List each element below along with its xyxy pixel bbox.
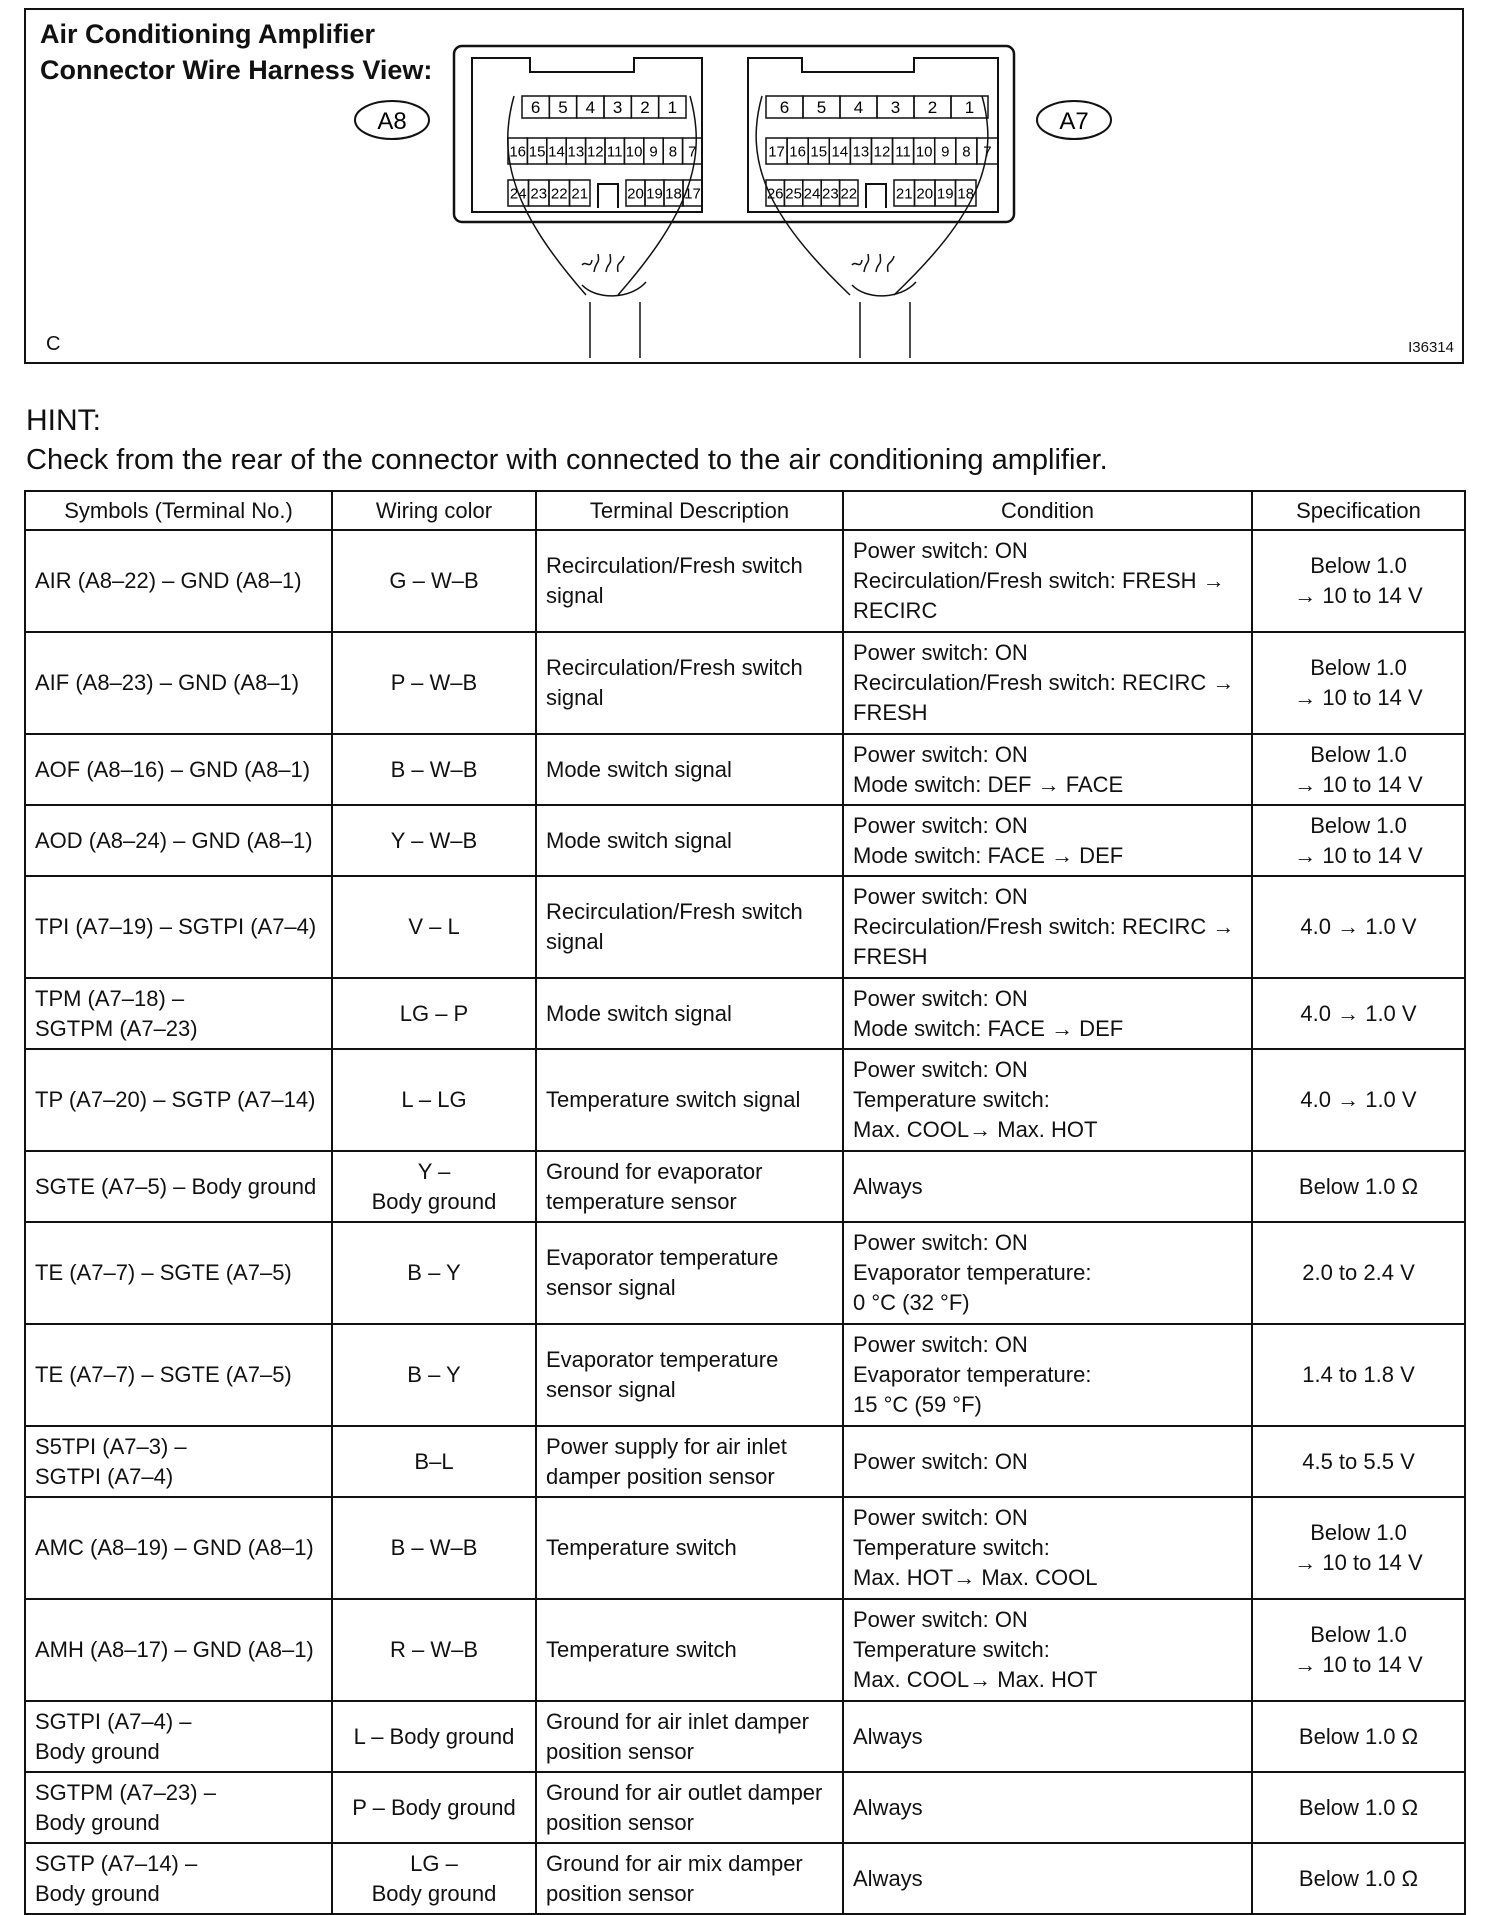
table-header-row bbox=[25, 491, 1465, 530]
a7-terminal-number: 14 bbox=[831, 143, 849, 161]
cell-description: Ground for air mix damper position sensor bbox=[536, 1843, 843, 1914]
cell-symbol: SGTP (A7–14) – Body ground bbox=[25, 1843, 332, 1914]
cell-description: Mode switch signal bbox=[536, 734, 843, 805]
cell-symbol: TP (A7–20) – SGTP (A7–14) bbox=[25, 1049, 332, 1151]
cell-description: Recirculation/Fresh switch signal bbox=[536, 876, 843, 978]
connector-diagram bbox=[26, 10, 1462, 362]
a8-terminal-number: 24 bbox=[509, 185, 527, 203]
a7-terminal-number: 18 bbox=[957, 185, 975, 203]
cell-condition: Always bbox=[843, 1843, 1252, 1914]
header-wiring-color: Wiring color bbox=[332, 491, 536, 530]
a7-terminal-number: 25 bbox=[785, 185, 802, 203]
figure-corner-label: C bbox=[46, 333, 61, 355]
cell-description: Evaporator temperature sensor signal bbox=[536, 1222, 843, 1324]
a8-terminal-number: 5 bbox=[558, 98, 568, 118]
cell-spec: Below 1.0 Ω bbox=[1252, 1701, 1465, 1772]
a7-terminal-number: 21 bbox=[895, 185, 913, 203]
cell-description: Recirculation/Fresh switch signal bbox=[536, 530, 843, 632]
cell-spec: Below 1.0 → 10 to 14 V bbox=[1252, 805, 1465, 876]
a7-terminal-number: 11 bbox=[895, 143, 911, 161]
cell-wiring: LG – P bbox=[332, 978, 536, 1049]
cell-condition: Always bbox=[843, 1772, 1252, 1843]
cell-description: Temperature switch bbox=[536, 1497, 843, 1599]
a8-terminal-number: 21 bbox=[571, 185, 589, 203]
cell-spec: Below 1.0 Ω bbox=[1252, 1843, 1465, 1914]
a8-terminal-number: 13 bbox=[567, 143, 585, 161]
cell-symbol: S5TPI (A7–3) – SGTPI (A7–4) bbox=[25, 1426, 332, 1497]
cell-description: Mode switch signal bbox=[536, 978, 843, 1049]
a8-terminal-number: 15 bbox=[528, 143, 546, 161]
a8-terminal-number: 7 bbox=[688, 143, 697, 161]
cell-symbol: SGTE (A7–5) – Body ground bbox=[25, 1151, 332, 1222]
cell-spec: Below 1.0 Ω bbox=[1252, 1772, 1465, 1843]
a8-terminal-number: 8 bbox=[668, 143, 678, 161]
cell-condition: Power switch: ON Evaporator temperature: 15 °C (59 °F) bbox=[843, 1324, 1252, 1426]
a8-terminal-number: 20 bbox=[627, 185, 644, 203]
table-row bbox=[25, 1222, 1465, 1324]
cell-spec: Below 1.0 → 10 to 14 V bbox=[1252, 734, 1465, 805]
table-row bbox=[25, 1049, 1465, 1151]
cell-condition: Power switch: ON Mode switch: FACE → DEF bbox=[843, 978, 1252, 1049]
a7-terminal-grid bbox=[766, 96, 998, 206]
cell-spec: Below 1.0 → 10 to 14 V bbox=[1252, 1599, 1465, 1701]
a7-terminal-number: 3 bbox=[890, 98, 901, 118]
cell-description: Recirculation/Fresh switch signal bbox=[536, 632, 843, 734]
table-row bbox=[25, 1151, 1465, 1222]
a7-terminal-number: 13 bbox=[852, 143, 870, 161]
a8-terminal-number: 3 bbox=[612, 98, 623, 118]
cell-symbol: TE (A7–7) – SGTE (A7–5) bbox=[25, 1324, 332, 1426]
a8-key-notch bbox=[598, 184, 618, 208]
cell-wiring: L – LG bbox=[332, 1049, 536, 1151]
a7-terminal-number: 26 bbox=[766, 185, 784, 203]
cell-spec: Below 1.0 Ω bbox=[1252, 1151, 1465, 1222]
cell-description: Ground for air outlet damper position sensor bbox=[536, 1772, 843, 1843]
cell-spec: 4.5 to 5.5 V bbox=[1252, 1426, 1465, 1497]
hint-text: Check from the rear of the connector with connected to the air conditioning amplifier. bbox=[26, 444, 1108, 476]
table-row bbox=[25, 734, 1465, 805]
cell-spec: 4.0 → 1.0 V bbox=[1252, 1049, 1465, 1151]
cell-condition: Power switch: ON Temperature switch: Max. COOL→ Max. HOT bbox=[843, 1599, 1252, 1701]
cell-symbol: TE (A7–7) – SGTE (A7–5) bbox=[25, 1222, 332, 1324]
cell-symbol: AIF (A8–23) – GND (A8–1) bbox=[25, 632, 332, 734]
a7-terminal-number: 17 bbox=[768, 143, 785, 161]
cell-description: Temperature switch signal bbox=[536, 1049, 843, 1151]
cell-description: Mode switch signal bbox=[536, 805, 843, 876]
cell-description: Evaporator temperature sensor signal bbox=[536, 1324, 843, 1426]
a7-terminal-number: 7 bbox=[983, 143, 992, 161]
table-row bbox=[25, 1497, 1465, 1599]
header-symbols: Symbols (Terminal No.) bbox=[25, 491, 332, 530]
a8-terminal-number: 9 bbox=[649, 143, 658, 161]
cell-wiring: P – Body ground bbox=[332, 1772, 536, 1843]
a8-terminal-number: 18 bbox=[665, 185, 682, 203]
cell-wiring: B – Y bbox=[332, 1324, 536, 1426]
cell-condition: Power switch: ON bbox=[843, 1426, 1252, 1497]
cell-wiring: G – W–B bbox=[332, 530, 536, 632]
a7-terminal-number: 2 bbox=[927, 98, 938, 118]
a7-key-notch bbox=[866, 184, 886, 208]
cell-wiring: R – W–B bbox=[332, 1599, 536, 1701]
a7-terminal-number: 5 bbox=[816, 98, 827, 118]
cell-condition: Power switch: ON Recirculation/Fresh switch: RECIRC → FRESH bbox=[843, 876, 1252, 978]
table-row bbox=[25, 1324, 1465, 1426]
a7-terminal-number: 4 bbox=[853, 98, 864, 118]
a7-label: A7 bbox=[1059, 108, 1089, 135]
a7-wires bbox=[852, 254, 916, 358]
cell-condition: Power switch: ON Temperature switch: Max. COOL→ Max. HOT bbox=[843, 1049, 1252, 1151]
cell-condition: Power switch: ON Recirculation/Fresh switch: RECIRC → FRESH bbox=[843, 632, 1252, 734]
header-specification: Specification bbox=[1252, 491, 1465, 530]
cell-spec: 1.4 to 1.8 V bbox=[1252, 1324, 1465, 1426]
header-terminal-description: Terminal Description bbox=[536, 491, 843, 530]
header-condition: Condition bbox=[843, 491, 1252, 530]
a8-terminal-grid bbox=[508, 96, 702, 206]
table-row bbox=[25, 1772, 1465, 1843]
cell-condition: Power switch: ON Mode switch: DEF → FACE bbox=[843, 734, 1252, 805]
table-row bbox=[25, 876, 1465, 978]
cell-description: Power supply for air inlet damper position sensor bbox=[536, 1426, 843, 1497]
a7-terminal-number: 9 bbox=[941, 143, 950, 161]
a8-terminal-number: 16 bbox=[509, 143, 527, 161]
a7-terminal-number: 23 bbox=[822, 185, 839, 203]
a8-terminal-number: 23 bbox=[530, 185, 548, 203]
connector-figure bbox=[24, 8, 1464, 364]
cell-spec: 4.0 → 1.0 V bbox=[1252, 876, 1465, 978]
a8-terminal-number: 10 bbox=[625, 143, 643, 161]
cell-symbol: AMC (A8–19) – GND (A8–1) bbox=[25, 1497, 332, 1599]
table-row bbox=[25, 1599, 1465, 1701]
cell-condition: Power switch: ON Mode switch: FACE → DEF bbox=[843, 805, 1252, 876]
table-row bbox=[25, 1426, 1465, 1497]
cell-condition: Always bbox=[843, 1701, 1252, 1772]
cell-symbol: AOD (A8–24) – GND (A8–1) bbox=[25, 805, 332, 876]
a8-terminal-number: 17 bbox=[684, 185, 701, 203]
a8-terminal-number: 11 bbox=[606, 143, 623, 161]
cell-symbol: TPM (A7–18) – SGTPM (A7–23) bbox=[25, 978, 332, 1049]
cell-wiring: B – W–B bbox=[332, 734, 536, 805]
cell-symbol: SGTPI (A7–4) – Body ground bbox=[25, 1701, 332, 1772]
figure-title-line2: Connector Wire Harness View: bbox=[40, 55, 433, 85]
table-row bbox=[25, 978, 1465, 1049]
cell-wiring: L – Body ground bbox=[332, 1701, 536, 1772]
table-row bbox=[25, 632, 1465, 734]
a7-terminal-number: 19 bbox=[936, 185, 954, 203]
a7-terminal-number: 1 bbox=[964, 98, 975, 118]
cell-symbol: SGTPM (A7–23) – Body ground bbox=[25, 1772, 332, 1843]
figure-code: I36314 bbox=[1408, 339, 1454, 356]
cell-wiring: V – L bbox=[332, 876, 536, 978]
cell-wiring: B–L bbox=[332, 1426, 536, 1497]
spec-table bbox=[24, 490, 1466, 1915]
cell-spec: Below 1.0 → 10 to 14 V bbox=[1252, 632, 1465, 734]
cell-wiring: Y – Body ground bbox=[332, 1151, 536, 1222]
a7-terminal-number: 10 bbox=[915, 143, 933, 161]
figure-title-line1: Air Conditioning Amplifier bbox=[40, 19, 375, 49]
a8-terminal-number: 4 bbox=[585, 98, 596, 118]
cell-spec: 2.0 to 2.4 V bbox=[1252, 1222, 1465, 1324]
cell-wiring: Y – W–B bbox=[332, 805, 536, 876]
a8-terminal-number: 1 bbox=[667, 98, 678, 118]
cell-spec: Below 1.0 → 10 to 14 V bbox=[1252, 530, 1465, 632]
cell-symbol: AIR (A8–22) – GND (A8–1) bbox=[25, 530, 332, 632]
a7-terminal-number: 6 bbox=[779, 98, 790, 118]
cell-spec: 4.0 → 1.0 V bbox=[1252, 978, 1465, 1049]
cell-spec: Below 1.0 → 10 to 14 V bbox=[1252, 1497, 1465, 1599]
a8-terminal-number: 12 bbox=[586, 143, 604, 161]
cell-description: Ground for air inlet damper position sensor bbox=[536, 1701, 843, 1772]
a8-terminal-number: 14 bbox=[548, 143, 565, 161]
hint-label: HINT: bbox=[26, 404, 101, 437]
table-row bbox=[25, 530, 1465, 632]
cell-symbol: TPI (A7–19) – SGTPI (A7–4) bbox=[25, 876, 332, 978]
a7-terminal-number: 8 bbox=[962, 143, 971, 161]
table-row bbox=[25, 1843, 1465, 1914]
a8-terminal-number: 22 bbox=[550, 185, 568, 203]
table-row bbox=[25, 805, 1465, 876]
cell-description: Temperature switch bbox=[536, 1599, 843, 1701]
cell-condition: Power switch: ON Temperature switch: Max. HOT→ Max. COOL bbox=[843, 1497, 1252, 1599]
a8-terminal-number: 19 bbox=[646, 185, 663, 203]
a8-wires bbox=[582, 254, 646, 358]
cell-symbol: AMH (A8–17) – GND (A8–1) bbox=[25, 1599, 332, 1701]
cell-wiring: LG – Body ground bbox=[332, 1843, 536, 1914]
cell-wiring: P – W–B bbox=[332, 632, 536, 734]
a7-terminal-number: 16 bbox=[789, 143, 806, 161]
table-row bbox=[25, 1701, 1465, 1772]
a7-terminal-number: 24 bbox=[803, 185, 821, 203]
cell-symbol: AOF (A8–16) – GND (A8–1) bbox=[25, 734, 332, 805]
cell-condition: Always bbox=[843, 1151, 1252, 1222]
a7-terminal-number: 22 bbox=[840, 185, 858, 203]
a8-terminal-number: 6 bbox=[530, 98, 541, 118]
a8-label: A8 bbox=[377, 108, 407, 135]
cell-description: Ground for evaporator temperature sensor bbox=[536, 1151, 843, 1222]
cell-wiring: B – Y bbox=[332, 1222, 536, 1324]
cell-wiring: B – W–B bbox=[332, 1497, 536, 1599]
cell-condition: Power switch: ON Recirculation/Fresh switch: FRESH → RECIRC bbox=[843, 530, 1252, 632]
cell-condition: Power switch: ON Evaporator temperature: 0 °C (32 °F) bbox=[843, 1222, 1252, 1324]
a7-terminal-number: 15 bbox=[810, 143, 828, 161]
a8-terminal-number: 2 bbox=[640, 98, 650, 118]
a7-terminal-number: 20 bbox=[916, 185, 934, 203]
a7-terminal-number: 12 bbox=[873, 143, 891, 161]
